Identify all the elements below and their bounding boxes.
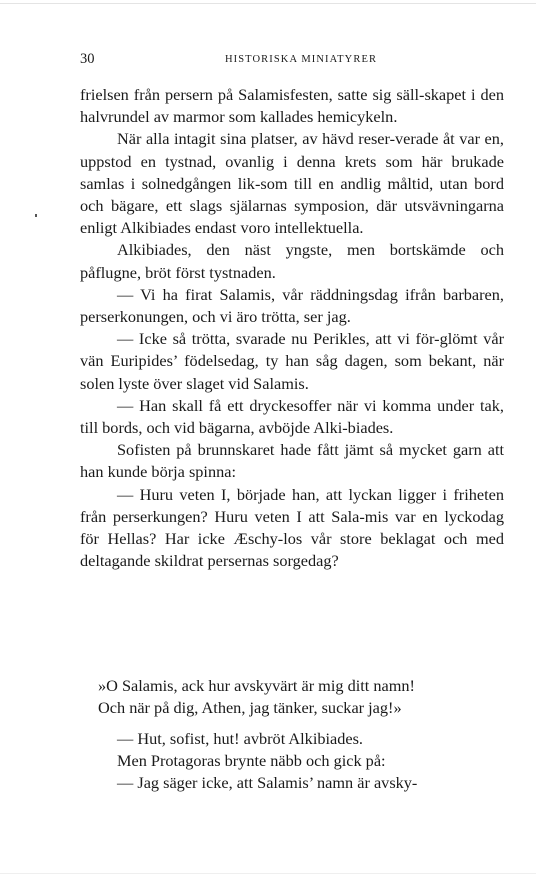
continuation-text	[80, 728, 504, 795]
paragraph: Alkibiades, den näst yngste, men bortskämde och påflugne, bröt först tystnaden.	[80, 240, 504, 282]
scan-edge-line-bottom	[0, 873, 536, 874]
running-title: HISTORISKA MINIATYRER	[224, 54, 378, 65]
paragraph: — Vi ha firat Salamis, vår räddningsdag ifrån barbaren, perserkonungen, och vi äro trötta, ser jag.	[80, 284, 504, 327]
paragraph: När alla intagit sina platser, av hävd reser-verade åt var en, uppstod en tystnad, ovanlig i denna krets som här brukade samlas i solnedgången lik-som till en andlig måltid, utan bord och bägare, ett slags själarnas symposion, där utsvävningarna enligt Alkibiades endast voro intellektuella.	[80, 129, 504, 238]
verse-line: »O Salamis, ack hur avskyvärt är mig ditt namn!	[98, 676, 415, 695]
paragraph: — Han skall få ett dryckesoffer när vi komma under tak, till bords, och vid bägarna, avböjde Alki-biades.	[80, 395, 504, 438]
paragraph: Sofisten på brunnskaret hade fått jämt så mycket garn att han kunde börja spinna:	[80, 440, 504, 482]
paragraph: frielsen från persern på Salamisfesten, satte sig säll-skapet i den halvrundel av marmor som kallades hemicykeln.	[80, 85, 504, 127]
page-header	[80, 51, 504, 69]
page-number: 30	[80, 51, 95, 67]
paragraph: — Jag säger icke, att Salamis’ namn är avsky-	[117, 773, 418, 793]
verse-line: Och när på dig, Athen, jag tänker, suckar jag!»	[98, 698, 402, 718]
main-text	[80, 84, 504, 572]
paragraph: Men Protagoras brynte näbb och gick på:	[117, 751, 386, 771]
paragraph: — Huru veten I, började han, att lyckan ligger i friheten från perserkungen? Huru veten I att Sala-mis var en lyckodag för Hellas? Har icke Æschy-los vår store beklagat och med deltagande skildrat persernas sorgedag?	[80, 484, 504, 571]
paragraph: — Icke så trötta, svarade nu Perikles, att vi för-glömt vår vän Euripides’ födelsedag, ty han såg dagen, som bekant, när solen lyste över slaget vid Salamis.	[80, 329, 504, 393]
margin-speck	[35, 214, 37, 217]
paragraph: — Hut, sofist, hut! avbröt Alkibiades.	[117, 729, 364, 748]
verse-quote	[98, 675, 518, 719]
scan-edge-line	[0, 3, 536, 4]
